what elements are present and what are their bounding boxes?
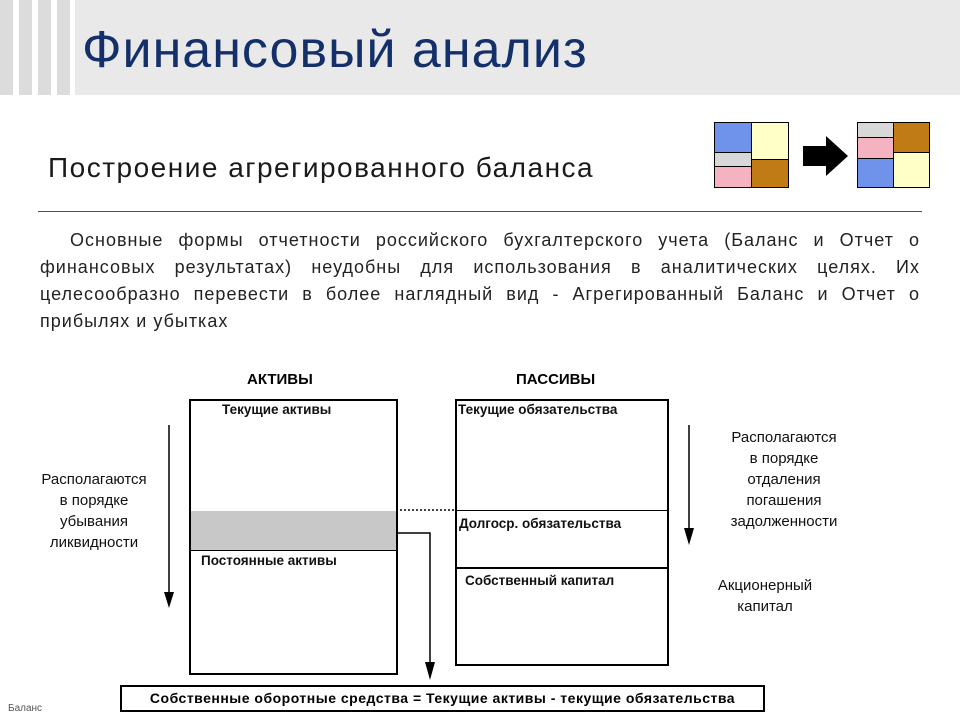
note-line: в порядке — [59, 492, 129, 509]
assets-order-arrow-head — [164, 592, 174, 608]
formula-link-arrow-head — [425, 662, 435, 680]
note-line: ликвидности — [49, 534, 139, 551]
assets-header: АКТИВЫ — [247, 371, 313, 388]
footer-label: Баланс — [8, 703, 43, 714]
note-line: Располагаются — [41, 471, 147, 488]
note-line: отдаления — [747, 471, 821, 488]
working-capital-formula: Собственные оборотные средства = Текущие активы - текущие обязательства — [120, 685, 765, 712]
current-liabilities-label: Текущие обязательства — [458, 402, 618, 417]
note-line: капитал — [737, 598, 793, 615]
intro-paragraph: Основные формы отчетности российского бухгалтерского учета (Баланс и Отчет о финансовых результатах) неудобны для использования в аналитических целях. Их целесообразно перевести в более наглядный вид - Агрегированный Баланс и Отчет о прибылях и убытках — [40, 230, 920, 331]
longterm-liabilities-label: Долгоср. обязательства — [459, 516, 622, 531]
fixed-assets-label: Постоянные активы — [201, 553, 337, 568]
note-line: Располагаются — [731, 429, 837, 446]
note-line: погашения — [746, 492, 822, 509]
formula-link — [398, 533, 430, 664]
slide-title: Финансовый анализ — [82, 21, 588, 79]
current-assets-label: Текущие активы — [222, 402, 332, 417]
note-line: убывания — [60, 513, 128, 530]
section-subtitle: Построение агрегированного баланса — [48, 152, 595, 183]
liabilities-header: ПАССИВЫ — [516, 371, 596, 388]
note-line: Акционерный — [717, 577, 813, 594]
note-line: в порядке — [749, 450, 819, 467]
equity-label: Собственный капитал — [465, 573, 615, 588]
liabilities-order-arrow-head — [684, 528, 694, 545]
note-line: задолженности — [730, 513, 838, 530]
right-arrow-icon — [803, 136, 848, 176]
